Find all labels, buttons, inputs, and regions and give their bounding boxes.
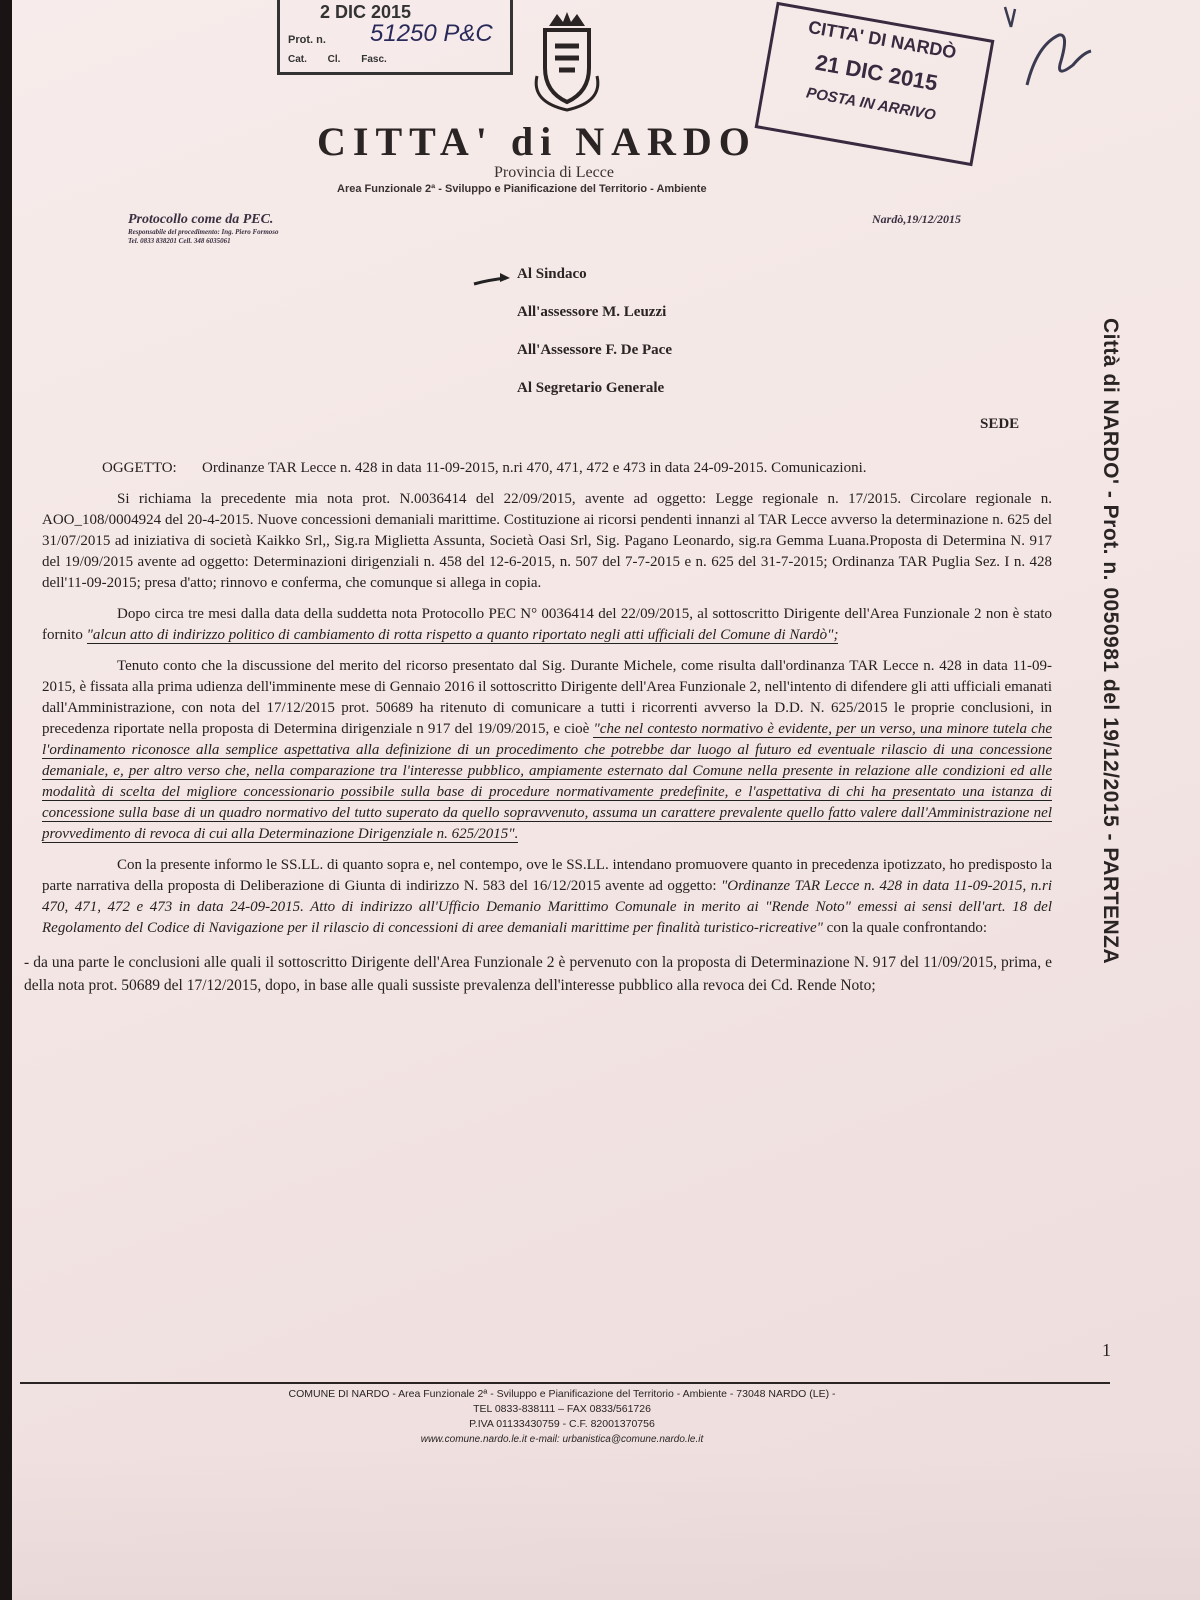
side-protocol-text: Città di NARDO' - Prot. n. 0050981 del 19/12/2015 - PARTENZA [1099, 318, 1122, 965]
letter-body [24, 458, 1053, 997]
city-crest-icon [527, 6, 607, 116]
arrow-icon [472, 272, 512, 288]
footer-address: COMUNE DI NARDO - Area Funzionale 2ª - Sviluppo e Pianificazione del Territorio - Ambiente - 73048 NARDO (LE) - [288, 1388, 836, 1400]
phone-line: Tel. 0833 838201 Cell. 348 6035061 [128, 237, 231, 245]
city-title: CITTA' di NARDO [317, 119, 757, 164]
list-item: - da una parte le conclusioni alle quali il sottoscritto Dirigente dell'Area Funzionale 2 è pervenuto con la proposta di Determinazione N. 917 del 11/09/2015, prima, e della nota prot. 50689 del 17/12/2015, dopo, in base alle quali sussiste prevalenza dell'interesse pubblico alla revoca dei Cd. Rende Noto; [24, 954, 1052, 994]
paragraph-4-end: con la quale confrontando: [822, 920, 988, 936]
recipient-mayor: Al Sindaco [517, 266, 587, 282]
stamp-date: 2 DIC 2015 [320, 2, 412, 22]
paragraph-3 [42, 656, 1052, 845]
responsible-line: Responsabile del procedimento: Ing. Piero Formoso [128, 228, 279, 236]
recipient-assessor-leuzzi: All'assessore M. Leuzzi [517, 304, 667, 320]
paragraph-3-text: Tenuto conto che la discussione del merito del ricorso presentato dal Sig. Durante Michele, come risulta dall'ordinanza TAR Lecce n. 428 in data 11-09-2015, è fissata alla prima udienza dell'imminente mese di Gennaio 2016 il sottoscritto Dirigente dell'Area Funzionale 2, nell'intento di difendere gli atti ufficiali emanati dall'Amministrazione, con nota del 17/12/2015 prot. 50689 ha ritenuto di comunicare a tutti i ricorrenti avverso la D.D. N. 625/2015 le proprie conclusioni, in precedenza riportate nella proposta di Determina dirigenziale n 917 del 19/09/2015, e cioè [42, 658, 1052, 737]
paragraph-2-quote: "alcun atto di indirizzo politico di cambiamento di rotta rispetto a quanto riportato negli atti ufficiali del Comune di Nardò"; [86, 627, 839, 643]
letter-date: Nardò,19/12/2015 [872, 212, 962, 226]
stamp-prot-number: 51250 P&C [370, 20, 493, 47]
page-number: 1 [1102, 1340, 1111, 1360]
protocol-line: Protocollo come da PEC. [128, 212, 274, 227]
paragraph-2-text: Dopo circa tre mesi dalla data della suddetta nota Protocollo PEC N° 0036414 del 22/09/2015, al sottoscritto Dirigente dell'Area Funzionale 2 non è stato fornito [42, 606, 1052, 643]
side-protocol-stamp [1094, 318, 1122, 965]
subject-text: Ordinanze TAR Lecce n. 428 in data 11-09-2015, n.ri 470, 471, 472 e 473 in data 24-09-2015. Comunicazioni. [202, 460, 867, 476]
footer-phone: TEL 0833-838111 – FAX 0833/561726 [473, 1403, 651, 1415]
paragraph-2 [42, 604, 1052, 646]
handwritten-mark-icon [997, 5, 1097, 95]
subject-line [42, 458, 1052, 479]
footer-web: www.comune.nardo.le.it e-mail: urbanistica@comune.nardo.le.it [420, 1434, 704, 1445]
recipient-secretary: Al Segretario Generale [517, 380, 665, 396]
paragraph-4-quote: "Ordinanze TAR Lecce n. 428 in data 11-09-2015, n.ri 470, 471, 472 e 473 in data 24-09-2015. Atto di indirizzo all'Ufficio Demanio Marittimo Comunale in merito ai "Rende Noto" emessi ai sensi dell'art. 18 del Regolamento del Codice di Navigazione per il rilascio di concessioni di aree demaniali marittime per finalità turistico-ricreative" [42, 878, 1053, 936]
protocol-stamp [277, 0, 513, 75]
stamp-category: Cat. Cl. Fasc. [288, 54, 387, 65]
footer-divider [20, 1382, 1110, 1384]
footer-vat: P.IVA 01133430759 - C.F. 82001370756 [469, 1418, 655, 1430]
paragraph-3-quote: "che nel contesto normativo è evidente, per un verso, una minore tutela che l'ordinamento riconosce alla semplice aspettativa alla definizione di un procedimento che potrebbe dar luogo al futuro ed eventuale rilascio di una concessione demaniale, e, per altro verso che, nella comparazione tra l'interesse pubblico, ampiamente esternato dal Comune nella presente in relazione alle condizioni ed alle modalità di scelta del migliore concessionario possibile sulla base di procedure normativamente predefinite, e l'aspettativa di chi ha presentato una istanza di concessione sulla base di un quadro normativo del tutto superato da quello sopravvenuto, assuma un carattere prevalente quello fatto valere dall'Amministrazione nel provvedimento di revoca di cui alla Determinazione Dirigenziale n. 625/2015". [42, 721, 1052, 842]
footer [192, 1387, 932, 1447]
subject-label: OGGETTO: [102, 460, 177, 476]
document-page [12, 0, 1200, 1600]
paragraph-1: Si richiama la precedente mia nota prot. N.0036414 del 22/09/2015, avente ad oggetto: Legge regionale n. 17/2015. Circolare regionale n. AOO_108/0004924 del 20-4-2015. Nuove concessioni demaniali marittime. Costituzione ai ricorsi pendenti innanzi al TAR Lecce avverso la determinazione n. 625 del 31/07/2015 ad iniziativa di società Kaikko Srl,, Sig.ra Miglietta Assunta, Società Oasi Srl, Sig. Pagano Leonardo, sig.ra Gemma Luana.Proposta di Determina N. 917 del 19/09/2015 avente ad oggetto: Determinazioni dirigenziali n. 458 del 12-6-2015, n. 507 del 7-7-2015 e n. 625 del 31-7-2015; Ordinanza TAR Puglia Sez. I n. 428 dell'11-09-2015; presa d'atto; rinnovo e conferma, che comunque si allega in copia. [42, 491, 1052, 591]
province: Provincia di Lecce [494, 164, 614, 181]
paper-shadow [12, 1450, 1200, 1600]
arrival-stamp-city: CITTA' DI NARDÒ [806, 16, 958, 63]
recipient-assessor-depace: All'Assessore F. De Pace [517, 342, 672, 358]
paragraph-4-text: Con la presente informo le SS.LL. di quanto sopra e, nel contempo, ove le SS.LL. intendano promuovere quanto in precedenza ipotizzato, ho predisposto la parte narrativa della proposta di Deliberazione di Giunta di indirizzo N. 583 del 16/12/2015 avente ad oggetto: [42, 857, 1052, 894]
stamp-prot-label: Prot. n. [288, 34, 326, 46]
arrival-stamp-date: 21 DIC 2015 [813, 49, 940, 96]
protocol-block [128, 212, 279, 246]
sede-label: SEDE [980, 416, 1020, 432]
arrival-stamp [755, 2, 995, 166]
arrival-stamp-label: POSTA IN ARRIVO [804, 84, 937, 124]
paragraph-4 [42, 855, 1052, 939]
department-area: Area Funzionale 2ª - Sviluppo e Pianificazione del Territorio - Ambiente [337, 183, 707, 195]
